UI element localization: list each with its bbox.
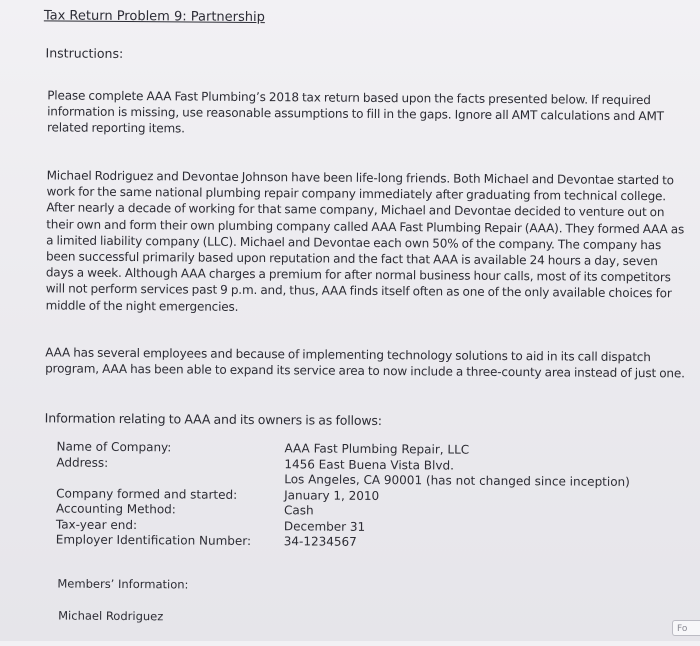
company-name-value: AAA Fast Plumbing Repair, LLC	[284, 441, 470, 457]
company-info-table	[56, 439, 677, 552]
address-line-1: 1456 East Buena Vista Blvd.	[284, 456, 454, 473]
format-icon-label: Fo	[677, 624, 688, 634]
paragraph-instructions: Please complete AAA Fast Plumbing’s 2018 tax return based upon the facts presented below. If required information is missing, use reasonable assumptions to fill in the gaps. Ignore all AMT calculations and AMT related reporting items.	[46, 88, 664, 136]
address-line-2: Los Angeles, CA 90001 (has not changed since inception)	[284, 472, 630, 489]
members-heading: Members’ Information:	[57, 576, 189, 592]
formed-value: January 1, 2010	[284, 487, 380, 503]
accounting-value: Cash	[283, 503, 314, 518]
document-title: Tax Return Problem 9: Partnership	[43, 8, 265, 26]
paragraph-background: Michael Rodriguez and Devontae Johnson have been life-long friends. Both Michael and Devontae started to work for the same national plumbing repair company immediately after graduating from technical college. After nearly a decade of working for that same company, Michael and Devontae decided to venture out on their own and form their own plumbing company called AAA Fast Plumbing Repair (AAA). They formed AAA as a limited liability company (LLC). Michael and Devontae each own 50% of the company. The company has been successful primarily based upon reputation and the fact that AAA is available 24 hours a day, seven days a week. Although AAA charges a premium for after normal business hour calls, most of its competitors will not perform services past 9 p.m. and, thus, AAA finds itself often as one of the only available choices for middle of the night emergencies.	[45, 168, 685, 314]
instructions-heading: Instructions:	[45, 45, 124, 61]
member-name: Michael Rodriguez	[58, 608, 164, 624]
format-icon[interactable]	[672, 620, 700, 636]
address-label: Address:	[56, 454, 109, 470]
paragraph-employees: AAA has several employees and because of implementing technology solutions to aid in its call dispatch program, AAA has been able to expand its service area to now include a three-county area instead of just one.	[45, 345, 685, 381]
tax-year-value: December 31	[283, 518, 366, 534]
ein-label: Employer Identification Number:	[55, 532, 252, 548]
company-name-label: Name of Company:	[56, 439, 172, 455]
ein-value: 34-1234567	[283, 534, 357, 549]
paragraph-info-intro: Information relating to AAA and its owners is as follows:	[44, 410, 382, 429]
tax-year-label: Tax-year end:	[55, 516, 138, 532]
accounting-label: Accounting Method:	[55, 501, 176, 517]
formed-label: Company formed and started:	[56, 485, 238, 502]
